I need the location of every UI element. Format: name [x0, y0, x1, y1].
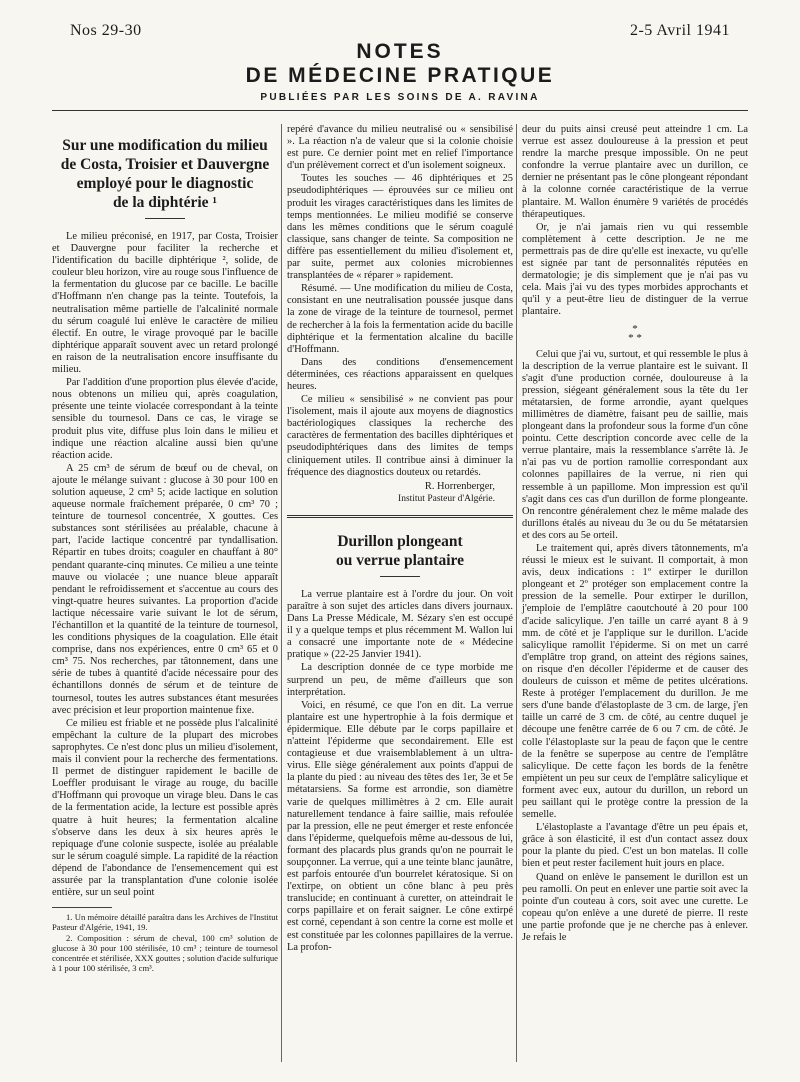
- article1-title-line: de la diphtérie ¹: [112, 194, 218, 211]
- paragraph: La verrue plantaire est à l'ordre du jour. On voit paraître à son sujet des articles dans divers journaux. Dans La Presse Médicale, M. Sézary s'en est occupé il y a quelque temps et plus récemment M. Wallon lui a consacré une importante note de « Médecine pratique » (22-25 Janvier 1941).: [287, 588, 513, 661]
- paragraph: Ce milieu « sensibilisé » ne convient pas pour l'isolement, mais il ajoute aux moyens de diagnostics bactériologiques classiques la recherche des caractères de fermentation des bacilles diphtériques et pseudodiphtériques dans des limites de temps cliniquement utiles. Il contribue ainsi à diminuer la fréquence des diagnostics douteux ou retardés.: [287, 394, 513, 478]
- paragraph: Dans des conditions d'ensemencement déterminées, ces réactions apparaissent en quelques heures.: [287, 356, 513, 392]
- paragraph: L'élastoplaste a l'avantage d'être un peu épais et, grâce à son élasticité, il est d'un contact assez doux pour la plante du pied. C'est un bon matelas. Il colle bien et peut rester facilement huit jours en place.: [522, 822, 748, 870]
- author-signature: R. Horrenberger,: [424, 480, 495, 492]
- paragraph: Quand on enlève le pansement le durillon est un peu ramolli. On peut en enlever une partie soit avec la pointe d'un couteau à cors, soit avec une curette. Le copeau qu'on enlève a une dureté de pierre. Il reste une partie profonde que je ne cherche pas à enlever. Je refais le: [522, 871, 748, 943]
- column-2: [287, 124, 513, 955]
- footnote-rule: [52, 907, 112, 908]
- paragraph: Ce milieu est friable et ne possède plus l'alcalinité empêchant la culture de la plupart des microbes saprophytes. Ce n'est donc plus un milieu d'isolement, mais il convient pour la recherche des fermentations. Il permet de distinguer rapidement le bacille de Loeffler produisant le virage au rouge, du bacille d'Hoffmann qui provoque un virage bleu. Dans le cas de la fermentation acide, la lecture est possible après quatre à huit heures; la fermentation alcaline s'observe dans les deux à six heures après le repiquage d'une colonie suspecte, isolée au préalable sur le sérum coagulé simple. La rapidité de la réaction dépend de l'abondance de l'ensemencement qui est assurée par la transplantation d'une colonie isolée entière, sur un seul point: [52, 717, 278, 899]
- column-1: [52, 124, 278, 974]
- paragraph: Celui que j'ai vu, surtout, et qui ressemble le plus à la description de la verrue plantaire est le suivant. Il s'agit d'une production cornée, douloureuse à la pression, siégeant généralement sous la tête du 1er métatarsien, de forme arrondie, ayant quelques millimètres de diamètre, faisant peu de saillie, mais plongeant dans la profondeur sous la forme d'un cône pointu. Cette description concorde avec celle de la verrue plantaire, mais la ressemblance s'arrête là. Je n'ai pas vu de portion ramollie correspondant aux colonnes papillaires de la verrue, ni rien qui ressemble à un papillome. Mon impression est qu'il s'agit dans ces cas d'un durillon de forme plongeante. On rencontre généralement chez le même malade des durillons étalés au niveau du 3e ou du 5e métatarsien et des cors au 5e orteil.: [522, 348, 748, 541]
- paragraph: Voici, en résumé, ce que l'on en dit. La verrue plantaire est une hypertrophie à la fois dermique et épidermique. Elle débute par le corps papillaire et n'atteint l'épiderme que secondairement. Elle est contagieuse et due vraisemblablement à un ultra-virus. Elle siège généralement aux points d'appui de la plante du pied : au niveau des têtes des 1er, 3e et 5e métatarsiens. Sa forme est arrondie, son diamètre varie de quelques millimètres à 2 cm. Elle aurait naturellement tendance à faire saillie, mais refoulée par la pression, elle ne peut émerger et reste enfoncée dans l'épiderme, quelquefois même au-dessous de lui, formant des placards plus grands qu'on ne pourrait le soupçonner. La verrue, qui a une teinte blanc jaunâtre, est parfois entourée d'un bourrelet kératosique. Si on l'extirpe, on obtient un cône blanc à peu près translucide; en continuant à curetter, on atteindrait le corps papillaire et on ferait saigner. Le cône extirpé est corné, cependant à son centre la corne est molle et est constituée par les colonnes papillaires de la verrue. La profon-: [287, 699, 513, 953]
- journal-subtitle: PUBLIÉES PAR LES SOINS DE A. RAVINA: [260, 92, 540, 103]
- title-rule: [145, 218, 185, 219]
- paragraph: repéré d'avance du milieu neutralisé ou « sensibilisé ». La réaction n'a de valeur que si la colonie choisie est pure. Ce dernier point met en relief l'importance d'un prélèvement correct et d'un isolement soigneux.: [287, 124, 513, 172]
- paragraph: Par l'addition d'une proportion plus élevée d'acide, nous obtenons un milieu qui, après coagulation, présente une teinte violacée correspondant à la teinte sensible du tournesol. Dans ce cas, le virage se produit plus vite, diffuse plus loin dans le milieu et indique une réaction alcaline aussi bien qu'une réaction acide.: [52, 377, 278, 461]
- paragraph: Or, je n'ai jamais rien vu qui ressemble complètement à cette description. Je ne me permettrais pas de dire qu'elle est inexacte, vu qu'elle est signée par tant de personnalités réputées en dermatologie; je dis simplement que je n'ai pas vu cela. Mais j'ai vu des types morbides approchants et qu'il y a peut-être lieu de distinguer de la verrue plantaire.: [522, 221, 748, 318]
- column-3: [522, 124, 748, 945]
- article2-title-line: ou verrue plantaire: [335, 551, 464, 569]
- author-affiliation: Institut Pasteur d'Algérie.: [398, 493, 495, 504]
- issue-number: Nos 29-30: [70, 22, 142, 39]
- journal-title-line2: DE MÉDECINE PRATIQUE: [245, 64, 555, 87]
- article1-title-line: employé pour le diagnostic: [76, 175, 254, 192]
- article2-title: [287, 532, 513, 570]
- paragraph: Toutes les souches — 46 diphtériques et 25 pseudodiphtériques — éprouvées sur ce milieu ont produit les virages caractéristiques dans les limites de temps mentionnées. Le milieu modifié se conserve dans les mêmes conditions que le sérum coagulé classique, sans changer de teinte. Sa composition ne diffère pas essentiellement du milieu d'isolement et, par suite, permet aux colonies microbiennes transplantées de « réparer » rapidement.: [287, 173, 513, 282]
- paragraph: La description donnée de ce type morbide me surprend un peu, de même d'ailleurs que son interprétation.: [287, 662, 513, 698]
- title-rule: [380, 576, 420, 577]
- article-separator: [287, 515, 513, 518]
- article1-title-line: de Costa, Troisier et Dauvergne: [60, 156, 270, 173]
- paragraph: A 25 cm³ de sérum de bœuf ou de cheval, on ajoute le mélange suivant : glucose à 30 pour 100 en solution aqueuse, 2 cm³ 5; acide lactique en solution aqueuse normale fraîchement préparée, 0 cm³ 70 ; teinture de tournesol concentrée, X gouttes. Ces substances sont stérilisées au préalable, chacune à part, l'acide lactique concentré par tyndallisation. Répartir en tubes droits; coaguler en chauffant à 80° pendant quarante-cinq minutes. Ce milieu a une teinte mauve ou violacée ; une nuance bleue apparaît pendant le refroidissement et s'accentue au cours des vingt-quatre heures suivantes. La proportion d'acide lactique nécessaire varie suivant le lot de sérum, l'échantillon et la quantité de la teinture de tournesol, les conditions physiques de la coagulation. Elle était comprise, dans nos expériences, entre 0 cm³ 65 et 0 cm³ 75. Nos recherches, par tâtonnement, dans une série de tubes à quantité d'acide nécessaire pour des échantillons donnés de sérum et de teinture de tournesol, toutes les autres substances étant mesurées avec précision et leur proportion maintenue fixe.: [52, 462, 278, 716]
- article2-title-line: Durillon plongeant: [337, 532, 463, 550]
- article1-title-line: Sur une modification du milieu: [62, 137, 268, 154]
- article1-title: [52, 136, 278, 212]
- paragraph: Le milieu préconisé, en 1917, par Costa, Troisier et Dauvergne pour faciliter la recherche et l'identification du bacille diphtérique ², solide, de couleur bleu horizon, vire au rouge sous l'influence de la fermentation du glucose par ce bacille. Le bacille d'Hoffmann n'en change pas la teinte. Toutefois, la neutralisation même partielle de l'alcalinité normale du sérum coagulé lui enlève le caractère de milieu électif. En outre, le virage provoqué par le bacille diphtérique apparaît souvent avec un retard prolongé en raison de la neutralisation encore insuffisante du milieu.: [52, 231, 278, 376]
- column-divider: [281, 124, 282, 1062]
- section-break-asterisks: * * *: [628, 322, 642, 344]
- paragraph: Le traitement qui, après divers tâtonnements, m'a réussi le mieux est le suivant. Il comportait, à mon avis, deux indications : 1º extirper le durillon plongeant et 2º protéger son emplacement contre la pression de la semelle. Pour extirper le durillon, j'emploie de l'emplâtre caoutchouté à 20 pour 100 d'acide salicylique. J'en taille un carré ayant 8 à 9 mm. de côté et je l'applique sur le durillon. L'acide salicylique ramollit l'épiderme. Si on met un carré d'emplâtre trop grand, on atteint des régions saines, on risque d'en décoller l'épiderme et de causer des douleurs de cuisson et même de petites ulcérations. Reste à protéger l'emplacement du durillon. Je me sers d'une bande d'élastoplaste de 3 cm. de large, j'en taille un carré de 3 cm. de côté, au centre duquel je découpe une fenêtre carrée de 6 ou 7 cm. de côté. Je colle l'élastoplaste sur la peau de façon que le centre de la fenêtre se superpose au centre de l'emplâtre salicylique. De cette façon les bords de la fenêtre empiètent un peu sur ceux de l'emplâtre salicylique et forment avec eux, autour du durillon, un rebord un peu saillant qui le protège contre la pression de la semelle.: [522, 543, 748, 821]
- journal-title-line1: NOTES: [356, 40, 444, 63]
- footnote: 2. Composition : sérum de cheval, 100 cm³ solution de glucose à 30 pour 100 stérilisée, 10 cm³ ; teinture de tournesol concentrée et stérilisée, XXX gouttes ; solution d'acide sulfurique à 1 pour 100 stérilisée, 3 cm³.: [52, 933, 278, 974]
- paragraph: deur du puits ainsi creusé peut atteindre 1 cm. La verrue est assez douloureuse à la pression et peut rendre la marche presque impossible. On ne peut confondre la verrue plantaire avec un durillon, ce dernier ne présentant pas le cône plongeant répondant à la colonne cornée caractéristique de la verrue plantaire. M. Wallon énumère 9 variétés de procédés thérapeutiques.: [522, 124, 748, 220]
- footnote: 1. Un mémoire détaillé paraîtra dans les Archives de l'Institut Pasteur d'Algérie, 1941, 19.: [52, 912, 278, 933]
- masthead-rule: [52, 110, 748, 111]
- column-divider: [516, 124, 517, 1062]
- paragraph: Résumé. — Une modification du milieu de Costa, consistant en une neutralisation poussée jusque dans la zone de virage de la teinture de tournesol, permet de rechercher à la fois la fermentation acide du bacille diphtérique et la fermentation alcaline du bacille d'Hoffmann.: [287, 283, 513, 355]
- issue-date: 2-5 Avril 1941: [629, 22, 730, 39]
